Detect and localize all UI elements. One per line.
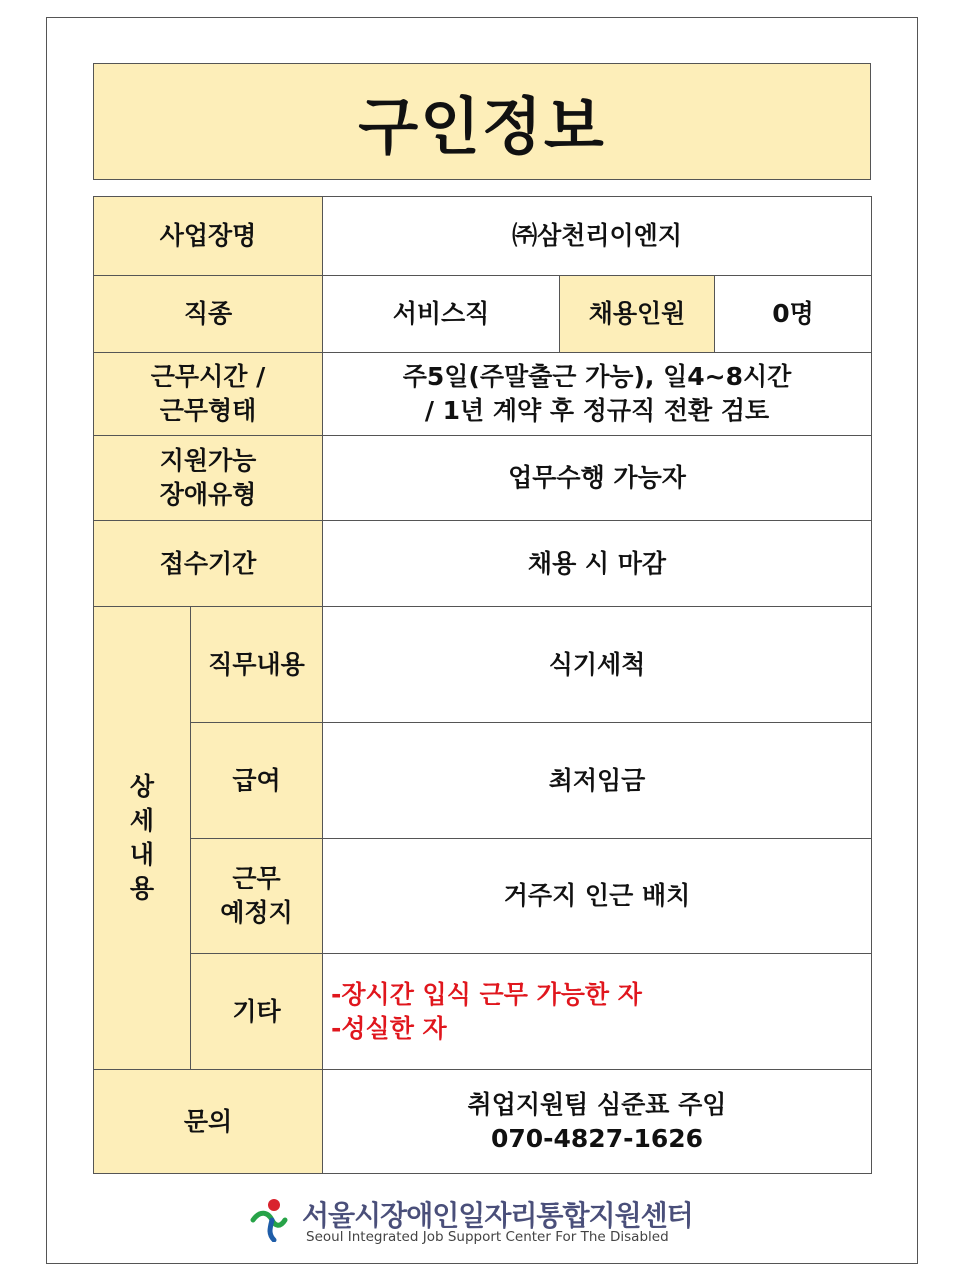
row-job-type	[94, 276, 872, 353]
work-hours-value-line1: 주5일(주말출근 가능), 일4~8시간	[402, 362, 792, 391]
disability-label	[94, 436, 323, 521]
location-label-line2: 예정지	[220, 898, 293, 927]
contact-label: 문의	[94, 1070, 323, 1174]
etc-value	[323, 954, 872, 1070]
job-info-table	[93, 196, 872, 1174]
row-salary	[94, 723, 872, 839]
company-label: 사업장명	[94, 197, 323, 276]
period-label: 접수기간	[94, 521, 323, 607]
details-label	[94, 607, 191, 1070]
row-contact	[94, 1070, 872, 1174]
title-banner	[93, 63, 871, 180]
salary-label: 급여	[191, 723, 323, 839]
salary-value: 최저임금	[323, 723, 872, 839]
hire-count-value: 0명	[715, 276, 872, 353]
disability-label-line1: 지원가능	[159, 446, 257, 475]
company-value: ㈜삼천리이엔지	[323, 197, 872, 276]
disability-value: 업무수행 가능자	[323, 436, 872, 521]
location-label	[191, 839, 323, 954]
footer-logo	[250, 1192, 720, 1248]
org-name-en: Seoul Integrated Job Support Center For The Disabled	[306, 1229, 669, 1245]
page-title: 구인정보	[358, 90, 606, 163]
org-name: 서울시장애인일자리통합지원센터	[302, 1199, 693, 1232]
contact-value	[323, 1070, 872, 1174]
row-duties	[94, 607, 872, 723]
row-period	[94, 521, 872, 607]
row-location	[94, 839, 872, 954]
row-company	[94, 197, 872, 276]
contact-value-line1: 취업지원팀 심준표 주임	[467, 1089, 727, 1119]
work-hours-label	[94, 353, 323, 436]
work-hours-label-line2: 근무형태	[159, 396, 257, 425]
duties-label: 직무내용	[191, 607, 323, 723]
details-char-4: 용	[129, 874, 155, 903]
work-hours-value-line2: / 1년 계약 후 정규직 전환 검토	[424, 396, 770, 425]
details-char-1: 상	[129, 772, 155, 801]
etc-value-line2: -성실한 자	[331, 1013, 447, 1043]
row-disability	[94, 436, 872, 521]
location-label-line1: 근무	[232, 864, 281, 893]
job-type-value: 서비스직	[323, 276, 560, 353]
work-hours-label-line1: 근무시간 /	[150, 362, 266, 391]
seoul-logo-icon	[250, 1196, 298, 1242]
job-type-label: 직종	[94, 276, 323, 353]
row-etc	[94, 954, 872, 1070]
location-value: 거주지 인근 배치	[323, 839, 872, 954]
contact-value-line2: 070-4827-1626	[490, 1123, 704, 1153]
details-char-2: 세	[129, 806, 155, 835]
etc-value-line1: -장시간 입식 근무 가능한 자	[331, 979, 642, 1009]
disability-label-line2: 장애유형	[159, 480, 257, 509]
duties-value: 식기세척	[323, 607, 872, 723]
period-value: 채용 시 마감	[323, 521, 872, 607]
details-char-3: 내	[129, 840, 155, 869]
etc-label: 기타	[191, 954, 323, 1070]
hire-count-label: 채용인원	[560, 276, 715, 353]
row-work-hours	[94, 353, 872, 436]
work-hours-value	[323, 353, 872, 436]
